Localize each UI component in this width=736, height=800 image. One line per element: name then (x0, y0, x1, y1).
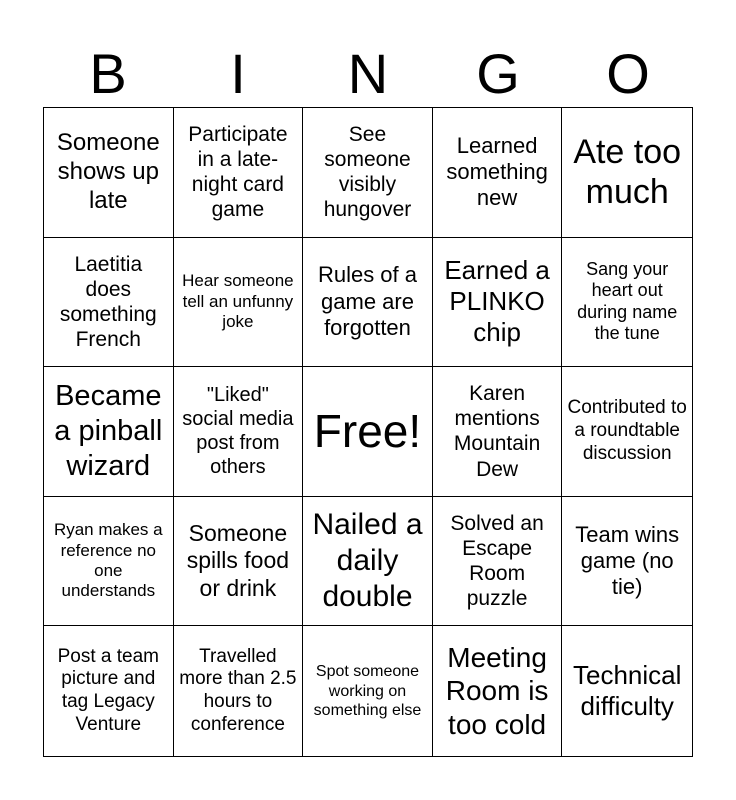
bingo-cell-text: Meeting Room is too cold (445, 641, 549, 740)
bingo-cell-text: Technical difficulty (572, 660, 682, 722)
bingo-cell-r2c3[interactable] (303, 238, 433, 368)
bingo-cell-r3c3[interactable] (303, 367, 433, 497)
bingo-cell-text: Spot someone working on something else (313, 663, 422, 719)
bingo-cell-text: Nailed a daily double (312, 508, 423, 614)
header-letter-g: G (476, 42, 520, 105)
bingo-cell-text: Karen mentions Mountain Dew (453, 382, 541, 481)
header-letter-b: B (89, 42, 127, 105)
bingo-cell-text: Post a team picture and tag Legacy Venture (57, 645, 159, 735)
bingo-board (43, 107, 693, 757)
bingo-cell-text: Travelled more than 2.5 hours to conference (179, 645, 297, 735)
bingo-cell-text: Rules of a game are forgotten (317, 262, 418, 341)
bingo-cell-r1c4[interactable] (433, 108, 563, 238)
bingo-header (43, 40, 693, 108)
bingo-cell-text: Hear someone tell an unfunny joke (182, 271, 294, 332)
header-letter-i: I (230, 42, 246, 105)
bingo-cell-r2c4[interactable] (433, 238, 563, 368)
bingo-cell-r3c4[interactable] (433, 367, 563, 497)
bingo-cell-text: Solved an Escape Room puzzle (450, 511, 544, 611)
bingo-cell-r4c2[interactable] (174, 497, 304, 627)
header-letter-o: O (606, 42, 650, 105)
bingo-cell-text: Free! (313, 404, 422, 457)
bingo-cell-r1c5[interactable] (562, 108, 692, 238)
header-letter-n: N (347, 42, 389, 105)
bingo-cell-text: Earned a PLINKO chip (444, 255, 550, 348)
bingo-cell-text: Ryan makes a reference no one understands (53, 520, 163, 601)
bingo-cell-text: "Liked" social media post from others (182, 384, 294, 479)
bingo-cell-r5c2[interactable] (174, 626, 304, 756)
bingo-cell-r1c2[interactable] (174, 108, 304, 238)
bingo-cell-r4c3[interactable] (303, 497, 433, 627)
bingo-cell-text: Sang your heart out during name the tune (577, 258, 678, 344)
bingo-cell-text: Contributed to a roundtable discussion (567, 397, 687, 464)
bingo-cell-r5c1[interactable] (44, 626, 174, 756)
bingo-cell-r1c3[interactable] (303, 108, 433, 238)
bingo-cell-text: See someone visibly hungover (323, 122, 412, 222)
bingo-cell-text: Learned something new (446, 132, 548, 211)
bingo-cell-r4c5[interactable] (562, 497, 692, 627)
bingo-cell-r2c5[interactable] (562, 238, 692, 368)
bingo-cell-text: Laetitia does something French (59, 252, 157, 352)
bingo-cell-r3c2[interactable] (174, 367, 304, 497)
bingo-cell-text: Someone shows up late (56, 129, 160, 214)
bingo-cell-r1c1[interactable] (44, 108, 174, 238)
bingo-cell-r4c4[interactable] (433, 497, 563, 627)
bingo-cell-r3c1[interactable] (44, 367, 174, 497)
bingo-cell-r5c4[interactable] (433, 626, 563, 756)
bingo-cell-r2c1[interactable] (44, 238, 174, 368)
bingo-cell-r2c2[interactable] (174, 238, 304, 368)
bingo-cell-text: Became a pinball wizard (54, 380, 163, 482)
bingo-cell-r3c5[interactable] (562, 367, 692, 497)
bingo-cell-text: Someone spills food or drink (186, 519, 290, 601)
bingo-cell-r5c5[interactable] (562, 626, 692, 756)
bingo-cell-text: Ate too much (573, 132, 682, 212)
bingo-cell-r4c1[interactable] (44, 497, 174, 627)
bingo-cell-text: Participate in a late-night card game (188, 122, 288, 222)
bingo-cell-text: Team wins game (no tie) (575, 521, 680, 600)
bingo-cell-r5c3[interactable] (303, 626, 433, 756)
